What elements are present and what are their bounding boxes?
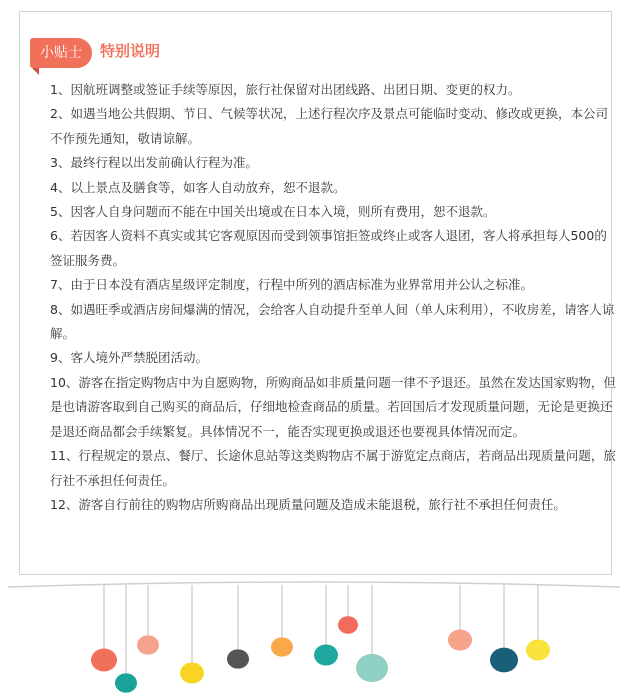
list-item: 1、因航班调整或签证手续等原因，旅行社保留对出团线路、出团日期、变更的权力。: [50, 82, 521, 97]
paint-dot: [91, 649, 117, 672]
list-item: 4、以上景点及膳食等，如客人自动放弃，恕不退款。: [50, 179, 346, 195]
paint-dot: [356, 654, 388, 682]
list-item: 6、若因客人资料不真实或其它客观原因而受到领事馆拒签或终止或客人退团，客人将承担每人500的签证服务费。: [50, 228, 607, 268]
tip-tag: 小贴士: [30, 38, 92, 68]
paint-dot: [180, 662, 204, 683]
hanging-paint-dots-icon: [0, 575, 628, 695]
list-item: 9、客人境外严禁脱团活动。: [50, 350, 208, 366]
paint-dot: [448, 629, 472, 650]
list-item: 3、最终行程以出发前确认行程为准。: [50, 155, 258, 171]
rope-line: [8, 582, 620, 587]
paint-dot: [314, 644, 338, 665]
list-item: 12、游客自行前往的购物店所购商品出现质量问题及造成未能退税，旅行社不承担任何责任。: [50, 496, 566, 512]
paint-dot: [271, 637, 293, 656]
paint-dot: [115, 673, 137, 692]
list-item: 2、如遇当地公共假期、节日、气候等状况，上述行程次序及景点可能临时变动、修改或更换，本公司不作预先通知，敬请谅解。: [50, 106, 608, 146]
paint-dot: [490, 648, 518, 673]
paint-dot: [137, 635, 159, 654]
list-item: 8、如遇旺季或酒店房间爆满的情况，会给客人自动提升至单人间（单人床利用），不收房差，请客人谅解。: [50, 301, 615, 342]
section-heading: 特别说明: [100, 42, 161, 60]
list-item: 10、游客在指定购物店中为自愿购物，所购商品如非质量问题一律不予退还。虽然在发达国家购物，但是也请游客取到自己购买的商品后，仔细地检查商品的质量。若回国后才发现质量问题，无论是更换还是退还商品都会手续繁复。具体情况不一，能否实现更换或退还也要视具体情况而定。: [50, 374, 616, 439]
notice-panel: [19, 11, 616, 575]
paint-dot: [227, 649, 249, 668]
list-item: 11、行程规定的景点、餐厅、长途休息站等这类购物店不属于游览定点商店，若商品出现质量问题，旅行社不承担任何责任。: [50, 448, 616, 488]
paint-dot: [526, 639, 550, 660]
paint-dot: [338, 616, 358, 634]
list-item: 7、由于日本没有酒店星级评定制度，行程中所列的酒店标准为业界常用并公认之标准。: [50, 277, 533, 293]
list-item: 5、因客人自身问题而不能在中国关出境或在日本入境，则所有费用，恕不退款。: [50, 204, 496, 220]
notice-list: [50, 78, 616, 517]
